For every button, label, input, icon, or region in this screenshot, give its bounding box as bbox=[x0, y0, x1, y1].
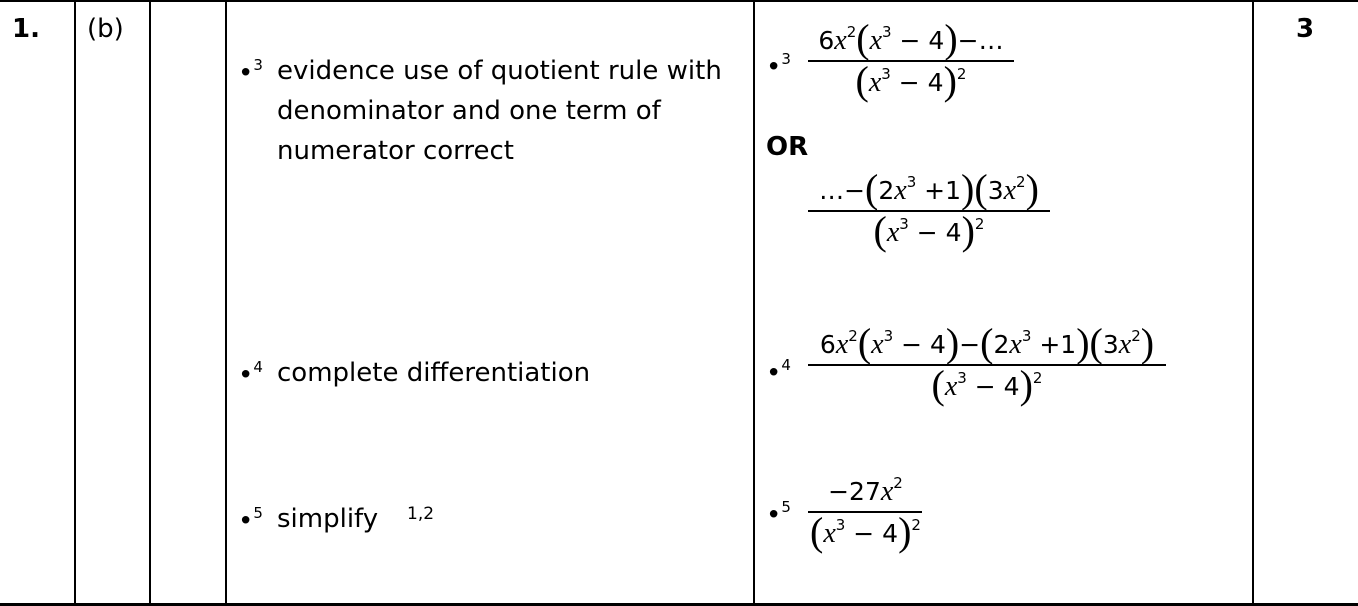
criterion-5-text bbox=[277, 499, 378, 539]
answer-3-bullet: •$^3$ bbox=[766, 50, 791, 83]
answer-5-numerator: $-27x^2$ bbox=[828, 474, 903, 507]
col-divider-4 bbox=[753, 0, 755, 606]
col-divider-3 bbox=[225, 0, 227, 606]
answer-4-fraction bbox=[808, 320, 1166, 407]
answer-5-denominator: $(x^3 - 4)^2$ bbox=[810, 509, 921, 554]
criterion-5-line-1: simplify bbox=[277, 504, 379, 534]
criterion-3-line-1: evidence use of quotient rule with bbox=[277, 56, 722, 86]
answer-3-alt-denominator: $(x^3 - 4)^2$ bbox=[873, 208, 985, 253]
criterion-4-bullet: •$^4$ bbox=[238, 358, 263, 391]
or-label: OR bbox=[766, 132, 809, 162]
answer-4-bullet: •$^4$ bbox=[766, 356, 791, 389]
question-number: 1. bbox=[12, 14, 40, 44]
answer-3-alt-fraction bbox=[808, 166, 1050, 253]
answer-3-denominator: $(x^3 - 4)^2$ bbox=[855, 58, 967, 103]
criterion-4-text bbox=[277, 353, 590, 393]
answer-5-bullet: •$^5$ bbox=[766, 498, 791, 531]
criterion-4-line-1: complete differentiation bbox=[277, 358, 591, 388]
col-divider-1 bbox=[74, 0, 76, 606]
answer-4-numerator: $6x^2(x^3 - 4)-(2x^3 +1)(3x^2)$ bbox=[819, 320, 1155, 365]
answer-3-numerator: $6x^2(x^3$ − 4)−… bbox=[818, 16, 1004, 61]
marks-value: 3 bbox=[1296, 14, 1315, 44]
question-part: (b) bbox=[87, 14, 124, 44]
answer-4-denominator: $(x^3 - 4)^2$ bbox=[931, 362, 1043, 407]
answer-5-fraction bbox=[808, 474, 923, 554]
answer-3-alt-fraction-bar bbox=[808, 210, 1050, 212]
criterion-5-bullet: •$^5$ bbox=[238, 504, 263, 537]
criterion-3-line-2: denominator and one term of bbox=[277, 96, 661, 126]
table-border-top bbox=[0, 0, 1358, 2]
criterion-3-line-3: numerator correct bbox=[277, 136, 514, 166]
answer-3-alt-numerator: $\dots-(2x^3 +1)(3x^2)$ bbox=[819, 166, 1039, 211]
answer-3-fraction bbox=[808, 16, 1014, 103]
criterion-5-note-ref: 1,2 bbox=[407, 504, 435, 524]
answer-3-fraction-bar bbox=[808, 60, 1014, 62]
col-divider-5 bbox=[1252, 0, 1254, 606]
criterion-3-text bbox=[277, 51, 722, 171]
col-divider-2 bbox=[149, 0, 151, 606]
criterion-3-bullet: •$^3$ bbox=[238, 56, 263, 89]
